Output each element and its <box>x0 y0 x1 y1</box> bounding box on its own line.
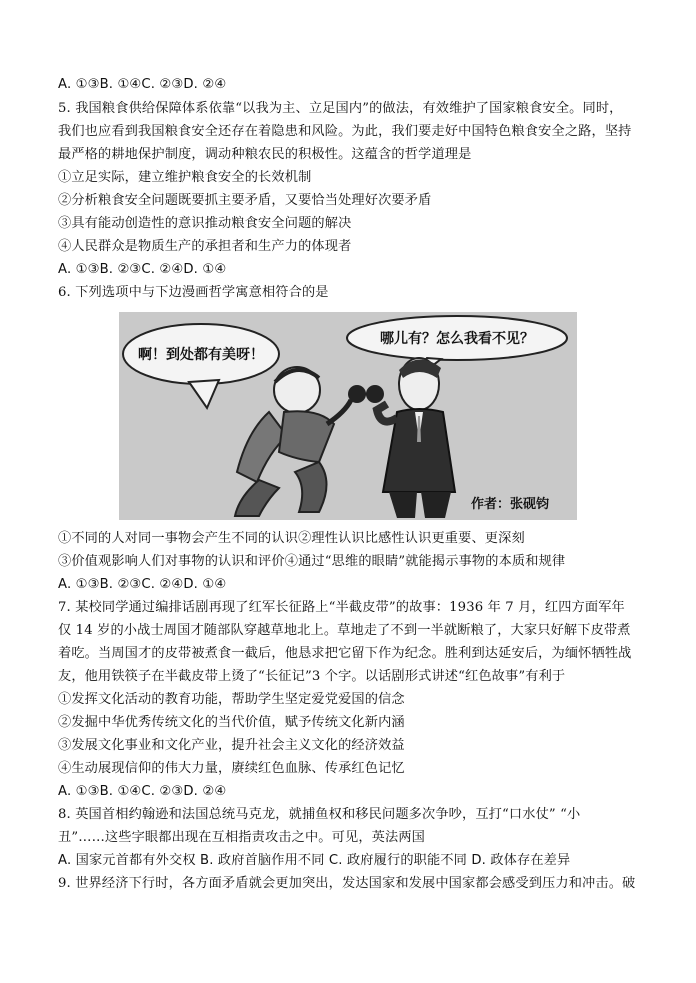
q6-statements-1-2: ①不同的人对同一事物会产生不同的认识②理性认识比感性认识更重要、更深刻 <box>58 531 525 546</box>
q7-options: A. ①③B. ①④C. ②③D. ②④ <box>58 784 227 799</box>
q5-statement-4: ④人民群众是物质生产的承担者和生产力的体现者 <box>58 239 352 254</box>
q8-stem-line1: 8. 英国首相约翰逊和法国总统马克龙，就捕鱼权和移民问题多次争吵，互打“口水仗” “小 <box>58 807 581 822</box>
q8-options: A. 国家元首都有外交权 B. 政府首脑作用不同 C. 政府履行的职能不同 D. 政体存在差异 <box>58 853 571 868</box>
philosophy-cartoon <box>119 312 577 520</box>
q7-stem-line2: 仅 14 岁的小战士周国才随部队穿越草地北上。草地走了不到一半就断粮了，大家只好解下皮带煮 <box>58 623 631 638</box>
q7-stem-line3: 着吃。当周国才的皮带被煮食一截后，他恳求把它留下作为纪念。胜利到达延安后，为缅怀牺牲战 <box>58 646 632 661</box>
q5-statement-2: ②分析粮食安全问题既要抓主要矛盾，又要恰当处理好次要矛盾 <box>58 193 432 208</box>
q5-stem-line1: 5. 我国粮食供给保障体系依靠“以我为主、立足国内”的做法，有效维护了国家粮食安全。同时， <box>58 101 623 116</box>
q8-stem-line2: 丑”……这些字眼都出现在互相指责攻击之中。可见，英法两国 <box>58 830 426 845</box>
speech-text-right: 哪儿有？怎么我看不见？ <box>380 331 534 347</box>
q6-statements-3-4: ③价值观影响人们对事物的认识和评价④通过“思维的眼睛”就能揭示事物的本质和规律 <box>58 554 566 569</box>
magnifier-lens-left <box>348 385 366 403</box>
q7-statement-3: ③发展文化事业和文化产业，提升社会主义文化的经济效益 <box>58 738 405 753</box>
q6-options: A. ①③B. ②③C. ②④D. ①④ <box>58 577 227 592</box>
q7-statement-1: ①发挥文化活动的教育功能，帮助学生坚定爱党爱国的信念 <box>58 692 405 707</box>
q7-stem-line1: 7. 某校同学通过编排话剧再现了红军长征路上“半截皮带”的故事：1936 年 7 月，红四方面军年 <box>58 600 625 615</box>
q5-stem-line3: 最严格的耕地保护制度，调动种粮农民的积极性。这蕴含的哲学道理是 <box>58 147 472 162</box>
q5-options: A. ①③B. ②③C. ②④D. ①④ <box>58 262 227 277</box>
magnifier-lens-right <box>366 385 384 403</box>
q9-stem-line1: 9. 世界经济下行时，各方面矛盾就会更加突出，发达国家和发展中国家都会感受到压力和冲击。破 <box>58 876 636 891</box>
q7-statement-4: ④生动展现信仰的伟大力量，赓续红色血脉、传承红色记忆 <box>58 761 405 776</box>
q4-options: A. ①③B. ①④C. ②③D. ②④ <box>58 77 227 92</box>
q5-statement-3: ③具有能动创造性的意识推动粮食安全问题的解决 <box>58 216 352 231</box>
q7-statement-2: ②发掘中华优秀传统文化的当代价值，赋予传统文化新内涵 <box>58 715 405 730</box>
q6-stem: 6. 下列选项中与下边漫画哲学寓意相符合的是 <box>58 285 329 300</box>
q5-statement-1: ①立足实际，建立维护粮食安全的长效机制 <box>58 170 312 185</box>
cartoon-illustration <box>119 312 577 520</box>
q7-stem-line4: 友，他用铁筷子在半截皮带上烫了“长征记”3 个字。以话剧形式讲述“红色故事”有利于 <box>58 669 566 684</box>
speech-text-left: 啊！到处都有美呀！ <box>138 347 264 363</box>
q5-stem-line2: 我们也应看到我国粮食安全还存在着隐患和风险。为此，我们要走好中国特色粮食安全之路，坚持 <box>58 124 632 139</box>
cartoon-author: 作者：张砚钧 <box>470 497 549 512</box>
